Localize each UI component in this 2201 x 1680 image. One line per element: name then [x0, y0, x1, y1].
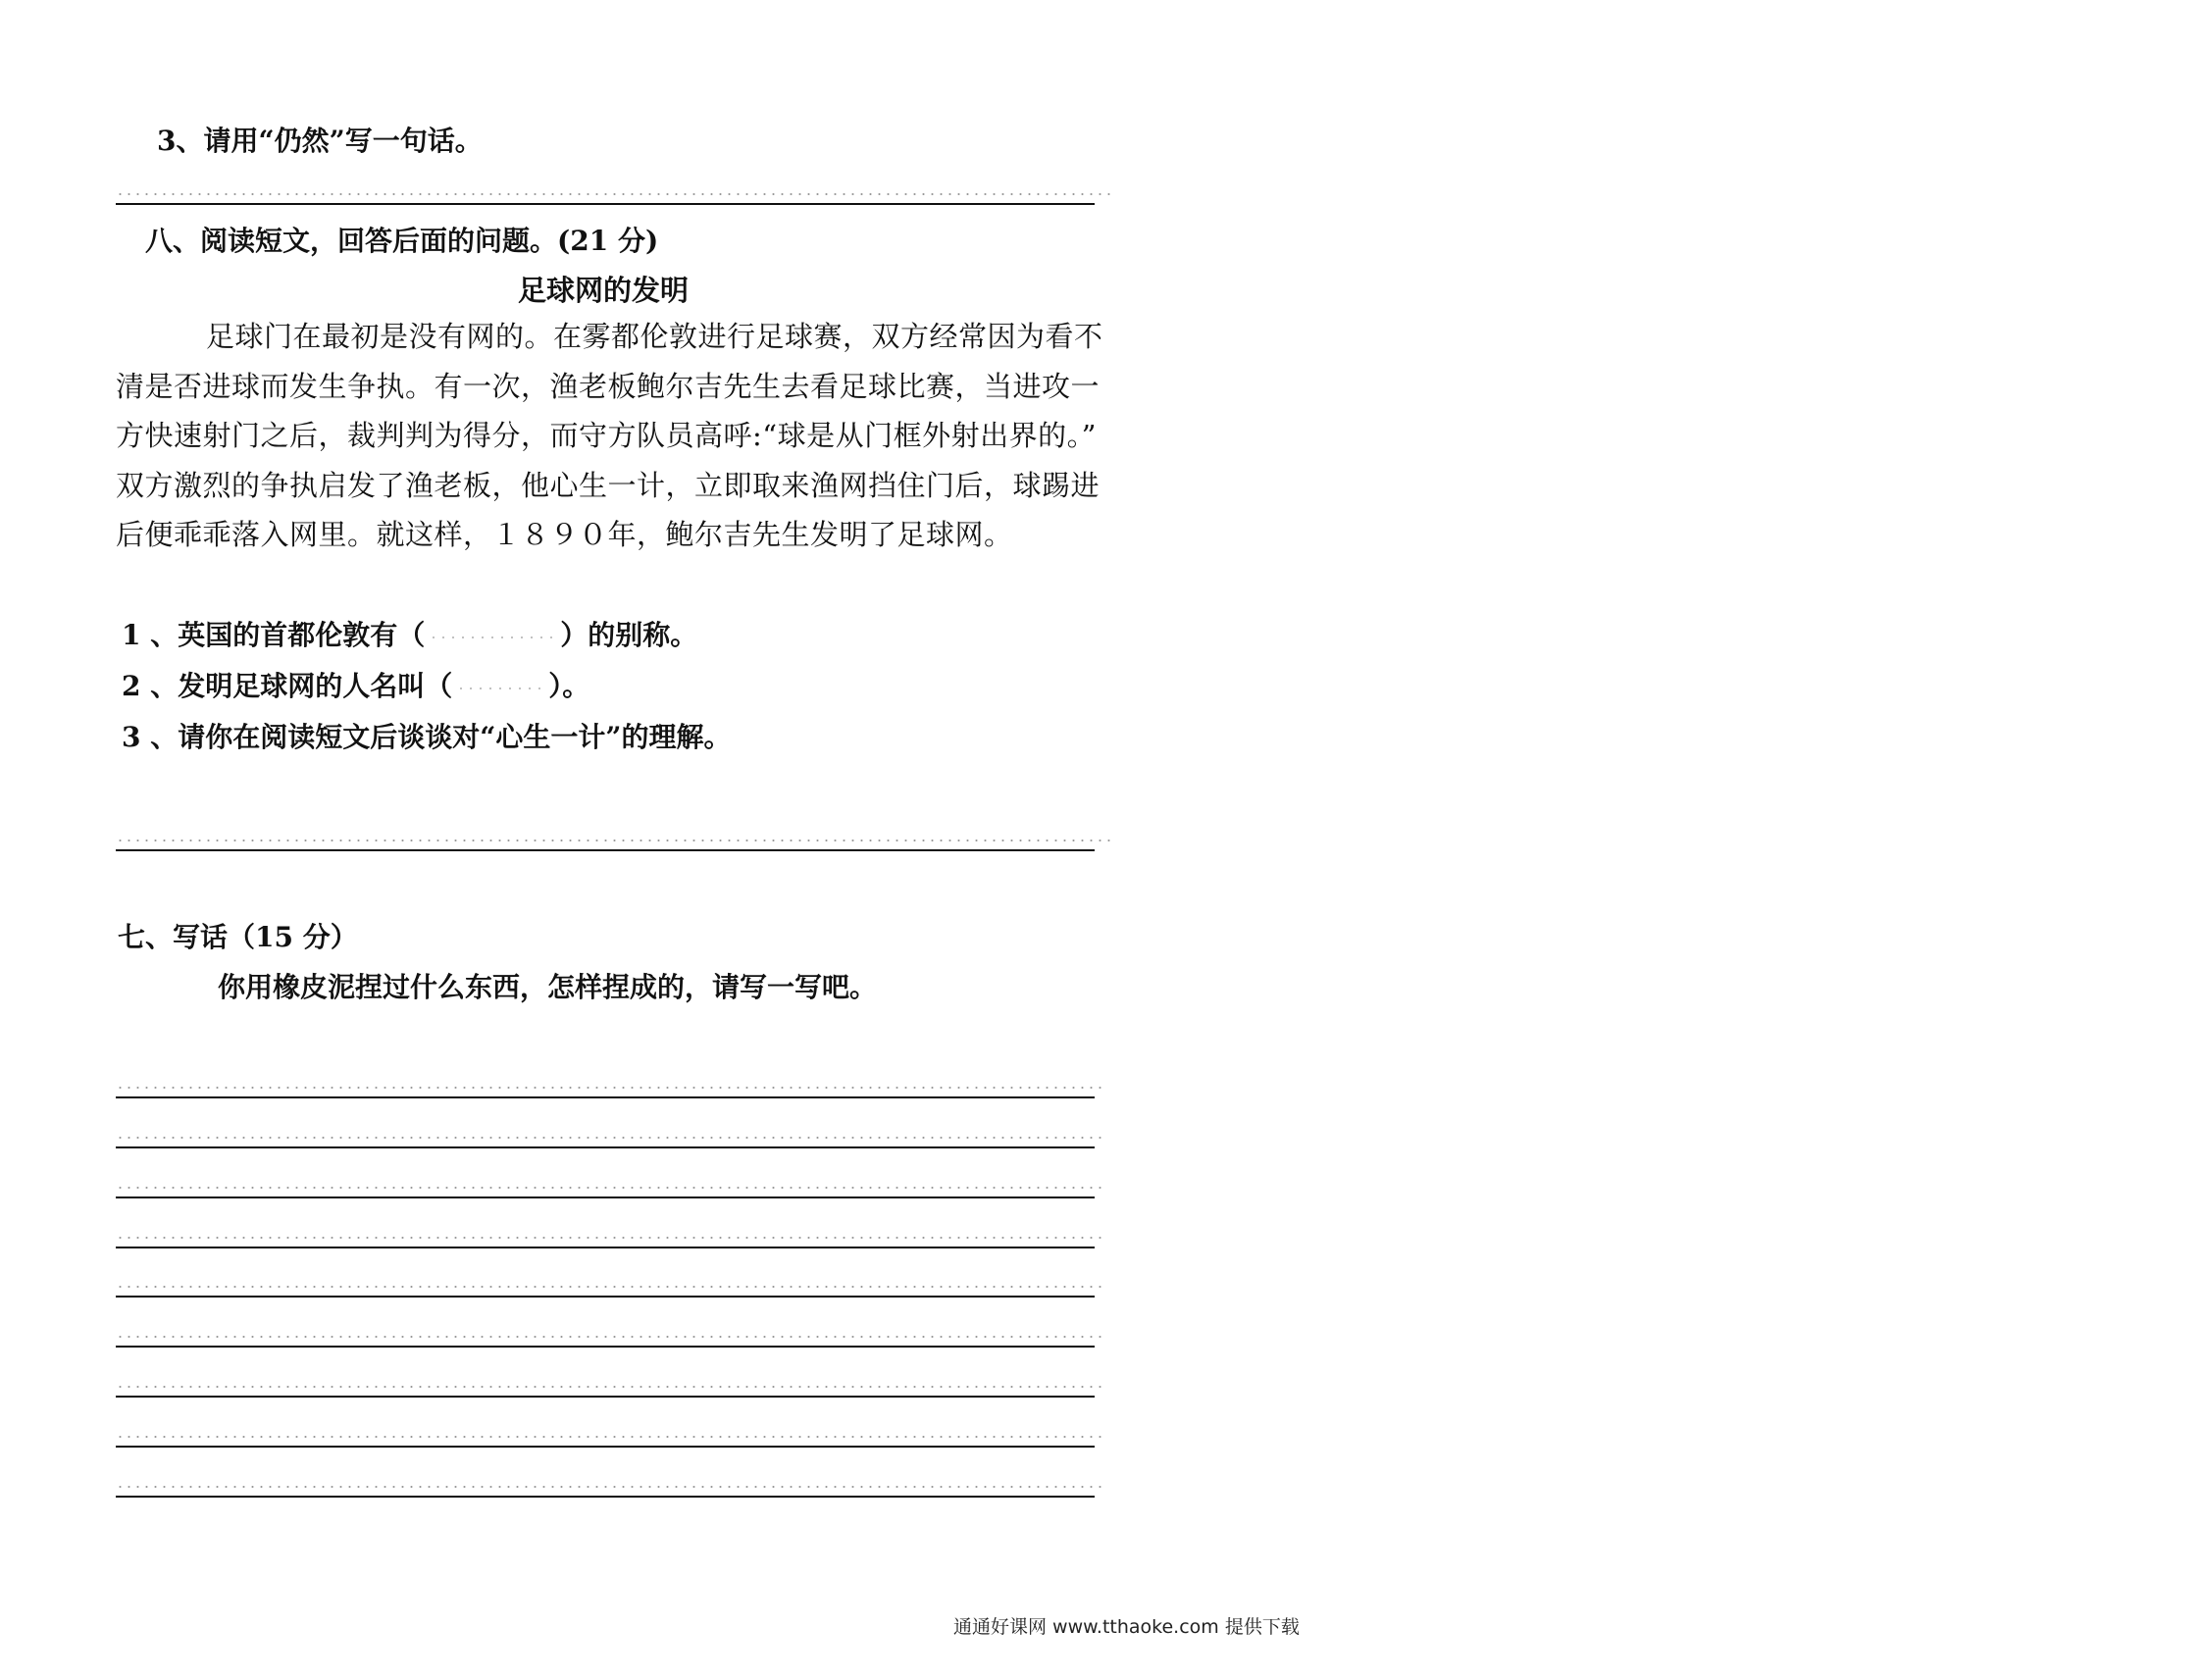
passage-title: 足球网的发明 — [518, 274, 690, 307]
writing-line[interactable] — [116, 1146, 1095, 1148]
answer-line-q3[interactable] — [116, 849, 1095, 851]
question-2-text-end: ）。 — [548, 670, 590, 702]
writing-line[interactable] — [116, 1396, 1095, 1398]
passage-line: 足球门在最初是没有网的。在雾都伦敦进行足球赛，双方经常因为看不 — [206, 320, 1103, 353]
question-1 — [122, 616, 697, 655]
section8-heading: 八、阅读短文，回答后面的问题。(21 分) — [145, 225, 659, 257]
writing-line[interactable] — [116, 1247, 1095, 1248]
question-2 — [122, 667, 589, 706]
question-2-text: 2 、发明足球网的人名叫（ — [122, 670, 453, 702]
passage-line: 后便乖乖落入网里。就这样，１８９０年，鲍尔吉先生发明了足球网。 — [116, 518, 1013, 551]
passage-line: 双方激烈的争执启发了渔老板，他心生一计，立即取来渔网挡住门后，球踢进 — [116, 468, 1100, 502]
writing-prompt: 你用橡皮泥捏过什么东西，怎样捏成的，请写一写吧。 — [218, 971, 878, 1003]
question-1-text-end: ）的别称。 — [560, 619, 698, 651]
writing-line[interactable] — [116, 1296, 1095, 1298]
writing-line[interactable] — [116, 1096, 1095, 1098]
writing-line[interactable] — [116, 1446, 1095, 1448]
passage-line: 方快速射门之后，裁判判为得分，而守方队员高呼:“球是从门框外射出界的。” — [116, 419, 1097, 452]
question-2-blank[interactable] — [456, 687, 544, 689]
question-3: 3 、请你在阅读短文后谈谈对“心生一计”的理解。 — [122, 721, 732, 753]
reading-passage — [116, 312, 1103, 560]
question-1-blank[interactable] — [429, 636, 556, 638]
writing-line[interactable] — [116, 1496, 1095, 1498]
q3-sentence-prompt: 3、请用“仍然”写一句话。 — [157, 125, 483, 157]
section7-heading: 七、写话（15 分） — [118, 921, 358, 953]
writing-line[interactable] — [116, 1346, 1095, 1348]
passage-line: 清是否进球而发生争执。有一次，渔老板鲍尔吉先生去看足球比赛，当进攻一 — [116, 369, 1100, 403]
answer-line-q3-sentence[interactable] — [116, 203, 1095, 205]
question-1-text: 1 、英国的首都伦敦有（ — [122, 619, 426, 651]
writing-line[interactable] — [116, 1196, 1095, 1198]
footer-source: 通通好课网 www.tthaoke.com 提供下载 — [953, 1616, 1300, 1638]
